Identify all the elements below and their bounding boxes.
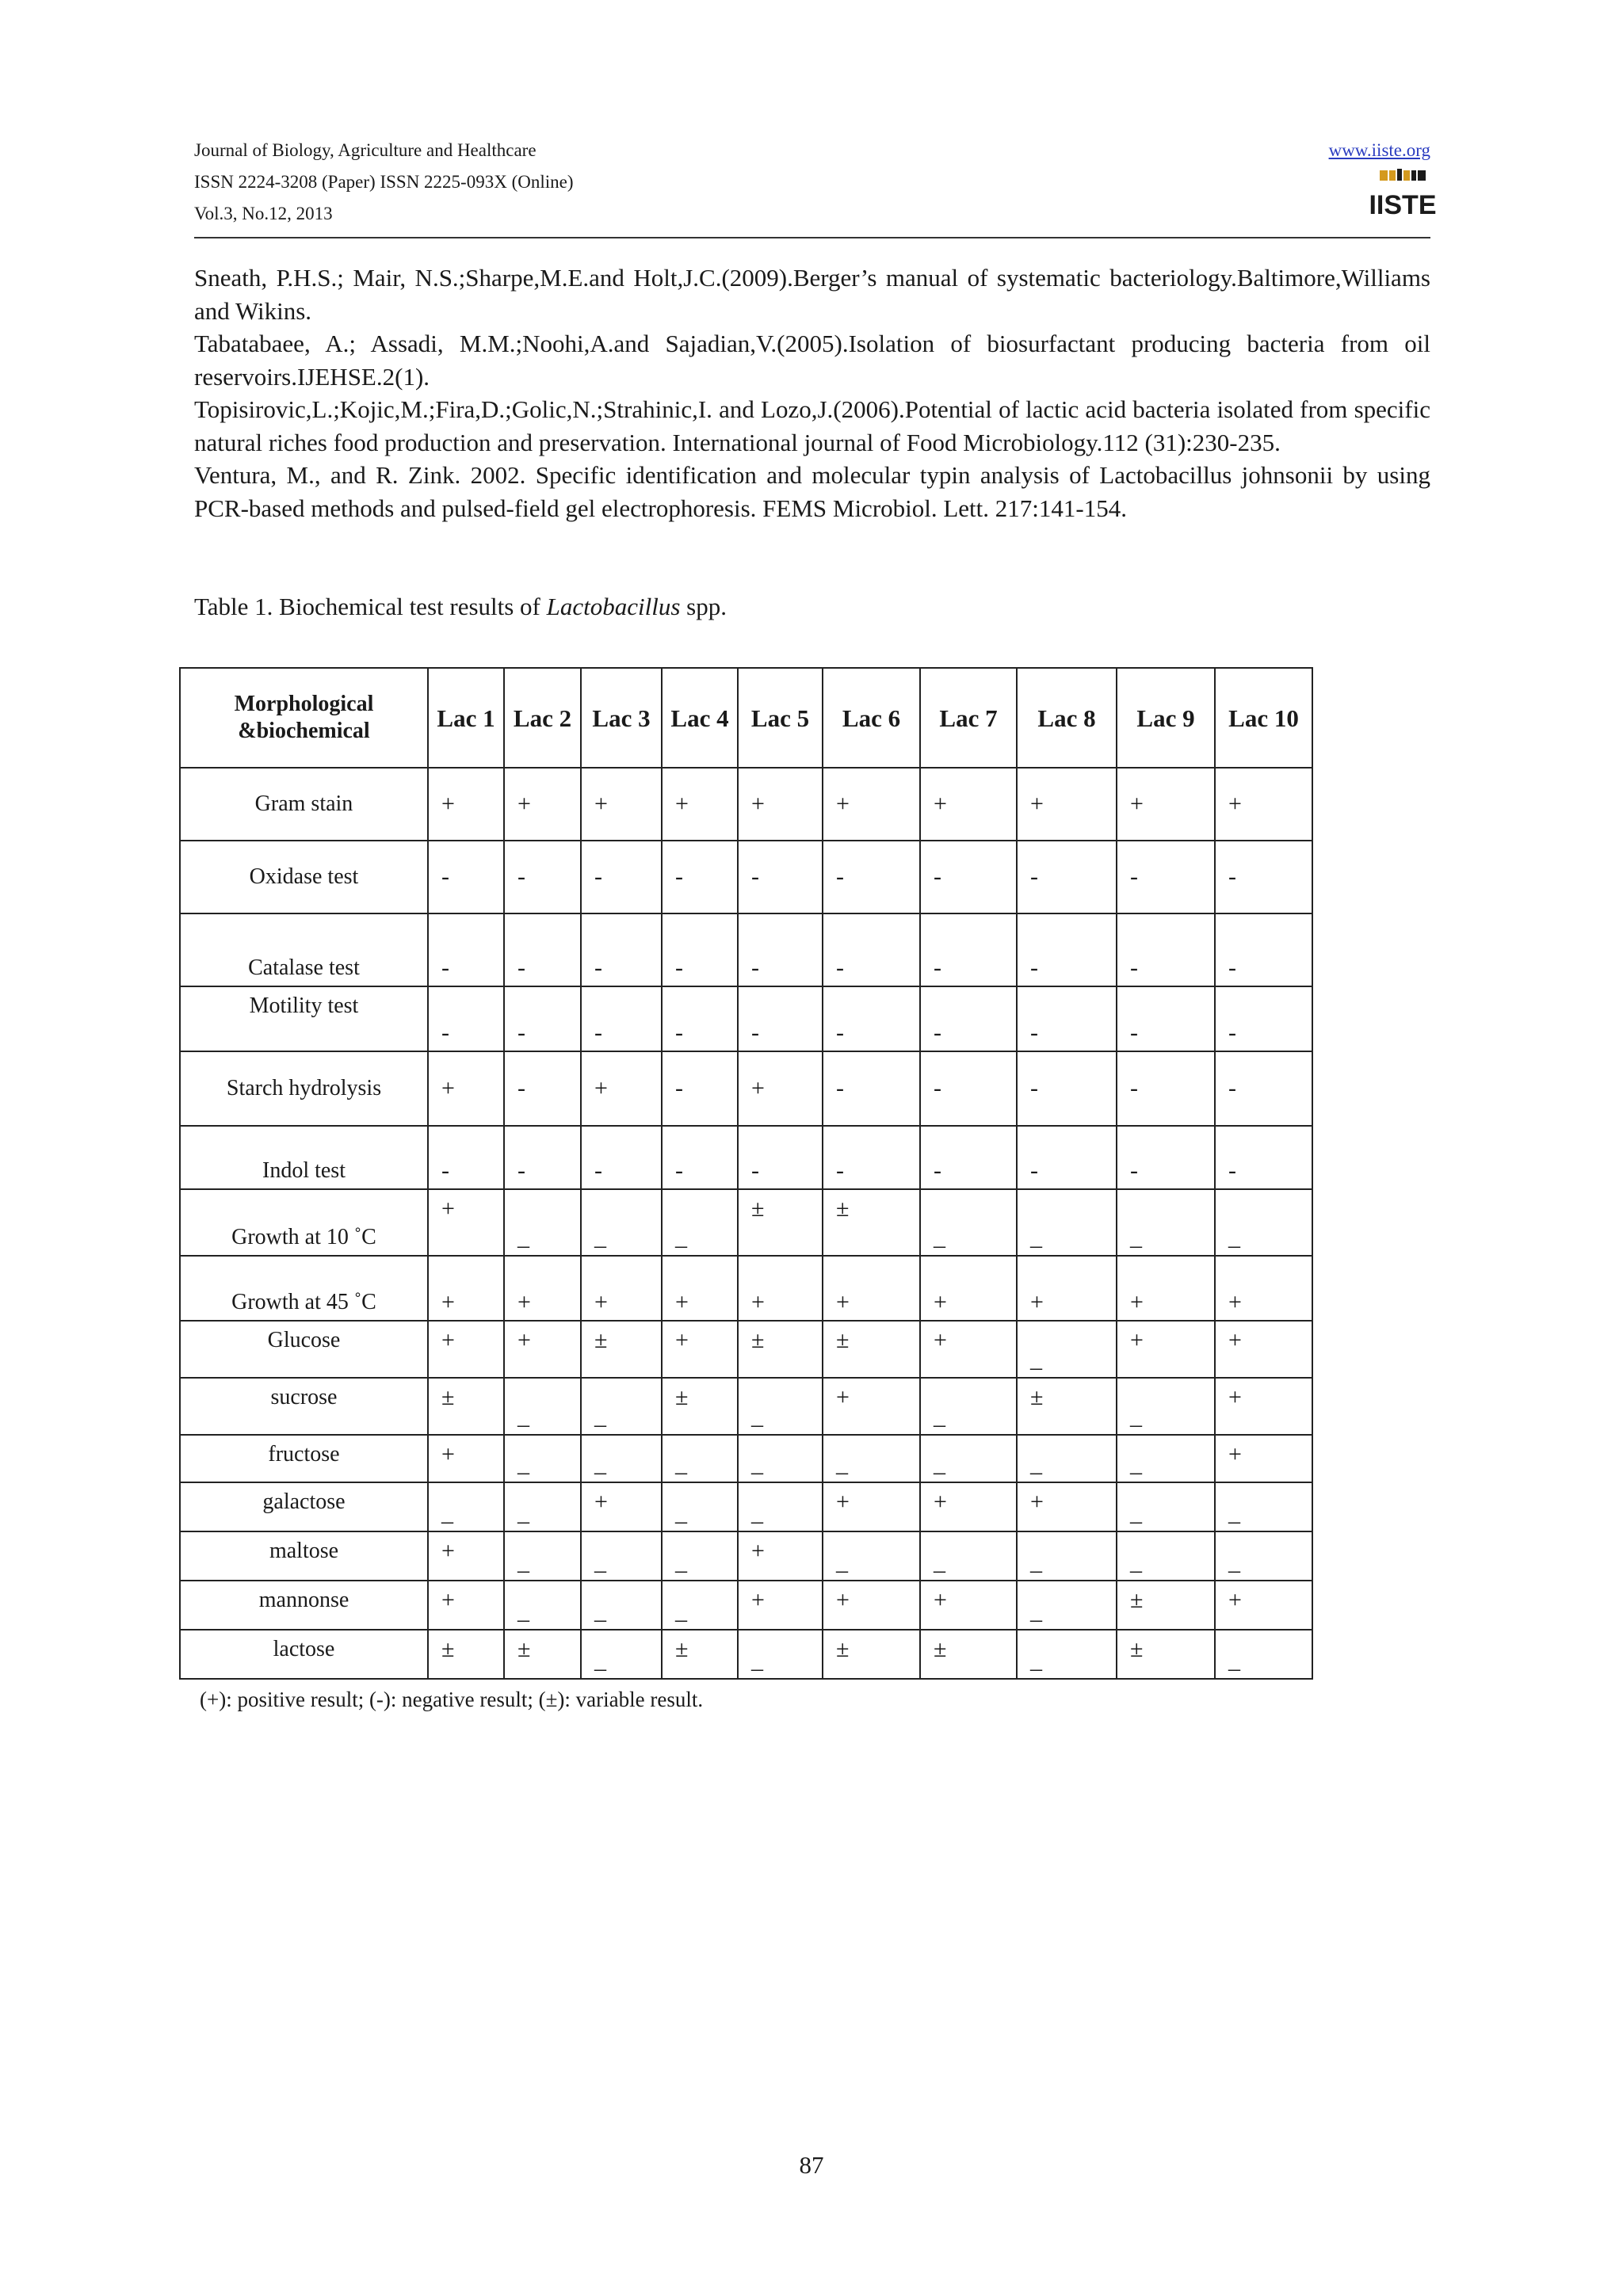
table-cell: + <box>581 1482 662 1531</box>
column-header: Lac 3 <box>581 668 662 768</box>
table-cell: - <box>823 1126 920 1189</box>
table-row <box>180 1051 1312 1126</box>
table-cell: + <box>428 1531 504 1581</box>
table-caption <box>194 590 727 623</box>
table-cell: - <box>662 986 738 1051</box>
row-label: Motility test <box>180 986 428 1051</box>
table-cell: + <box>581 1256 662 1321</box>
row-label: maltose <box>180 1531 428 1581</box>
issn-line: ISSN 2224-3208 (Paper) ISSN 2225-093X (Online) <box>194 172 574 192</box>
reference-item: Topisirovic,L.;Kojic,M.;Fira,D.;Golic,N.;Strahinic,I. and Lozo,J.(2006).Potential of lactic acid bacteria isolated from specific natural riches food production and preservation. International journal of Food Microbiology.112 (31):230-235. <box>194 395 1430 456</box>
table-cell: - <box>581 841 662 913</box>
table-cell: + <box>1215 768 1312 841</box>
row-label: galactose <box>180 1482 428 1531</box>
column-header: Morphological &biochemical <box>180 668 428 768</box>
table-cell: ± <box>1117 1581 1215 1630</box>
table-cell: + <box>738 1256 823 1321</box>
table-cell: ± <box>920 1630 1017 1679</box>
table-cell: - <box>920 1051 1017 1126</box>
table-cell: _ <box>1215 1189 1312 1256</box>
caption-prefix: Table 1. Biochemical test results of <box>194 593 547 620</box>
table-cell: - <box>1017 986 1117 1051</box>
row-label: Indol test <box>180 1126 428 1189</box>
reference-item: Ventura, M., and R. Zink. 2002. Specific identification and molecular typin analysis of Lactobacillus johnsonii by using PCR-based methods and pulsed-field gel electrophoresis. FEMS Microbiol. Lett. 217:141-154. <box>194 461 1430 522</box>
table-cell: - <box>823 913 920 986</box>
table-cell: - <box>662 841 738 913</box>
table-cell: - <box>428 986 504 1051</box>
table-row <box>180 768 1312 841</box>
table-cell: _ <box>504 1189 581 1256</box>
table-cell: - <box>504 1126 581 1189</box>
table-cell: _ <box>662 1531 738 1581</box>
table-cell: _ <box>1017 1321 1117 1378</box>
table-row <box>180 1630 1312 1679</box>
table-cell: + <box>920 1256 1017 1321</box>
table-cell: ± <box>738 1321 823 1378</box>
table-cell: + <box>504 1321 581 1378</box>
caption-genus: Lactobacillus <box>546 593 681 620</box>
table-cell: - <box>1215 913 1312 986</box>
website-link[interactable]: www.iiste.org <box>1328 140 1430 160</box>
table-cell: + <box>1117 1256 1215 1321</box>
table-row <box>180 1378 1312 1435</box>
table-cell: + <box>823 1482 920 1531</box>
table-cell: + <box>1215 1321 1312 1378</box>
column-header: Lac 1 <box>428 668 504 768</box>
table-cell: - <box>1117 986 1215 1051</box>
reference-item: Tabatabaee, A.; Assadi, M.M.;Noohi,A.and Sajadian,V.(2005).Isolation of biosurfactant producing bacteria from oil reservoirs.IJEHSE.2(1). <box>194 330 1430 391</box>
page-number: 87 <box>799 2151 824 2179</box>
table-cell: - <box>1117 1126 1215 1189</box>
table-cell: _ <box>738 1435 823 1482</box>
table-cell: - <box>823 1051 920 1126</box>
table-cell: - <box>428 913 504 986</box>
table-cell: + <box>1017 768 1117 841</box>
table-cell: _ <box>1117 1378 1215 1435</box>
table-cell: _ <box>1117 1482 1215 1531</box>
table-cell: ± <box>1117 1630 1215 1679</box>
table-cell: + <box>581 1051 662 1126</box>
table-cell: + <box>428 1321 504 1378</box>
table-cell: + <box>1215 1378 1312 1435</box>
table-cell: - <box>1017 1051 1117 1126</box>
row-label: Oxidase test <box>180 841 428 913</box>
column-header: Lac 9 <box>1117 668 1215 768</box>
row-label: Glucose <box>180 1321 428 1378</box>
column-header: Lac 6 <box>823 668 920 768</box>
table-cell: _ <box>823 1435 920 1482</box>
table-cell: _ <box>1117 1189 1215 1256</box>
table-cell: - <box>504 913 581 986</box>
journal-name: Journal of Biology, Agriculture and Healthcare <box>194 140 537 160</box>
table-cell: ± <box>662 1630 738 1679</box>
column-header: Lac 5 <box>738 668 823 768</box>
table-cell: + <box>823 1256 920 1321</box>
table-cell: + <box>920 1321 1017 1378</box>
row-label: lactose <box>180 1630 428 1679</box>
table-cell: - <box>1117 1051 1215 1126</box>
table-cell: - <box>738 913 823 986</box>
row-label: Catalase test <box>180 913 428 986</box>
table-cell: _ <box>581 1189 662 1256</box>
table-cell: - <box>1017 913 1117 986</box>
table-row <box>180 1256 1312 1321</box>
table-cell: _ <box>1017 1581 1117 1630</box>
table-cell: - <box>504 1051 581 1126</box>
table-cell: + <box>920 1482 1017 1531</box>
row-label: fructose <box>180 1435 428 1482</box>
table-cell: - <box>504 986 581 1051</box>
header-rule <box>194 237 1430 238</box>
table-row <box>180 1482 1312 1531</box>
table-cell: + <box>1215 1435 1312 1482</box>
table-cell: _ <box>662 1435 738 1482</box>
table-cell: _ <box>1215 1630 1312 1679</box>
table-cell: _ <box>823 1531 920 1581</box>
table-row <box>180 1321 1312 1378</box>
row-label: mannonse <box>180 1581 428 1630</box>
table-cell: - <box>1017 841 1117 913</box>
volume-line: Vol.3, No.12, 2013 <box>194 204 333 223</box>
table-cell: + <box>1017 1482 1117 1531</box>
biochemical-table <box>179 667 1313 1680</box>
table-cell: _ <box>920 1378 1017 1435</box>
table-cell: _ <box>662 1482 738 1531</box>
table-cell: + <box>738 1051 823 1126</box>
table-cell: _ <box>1017 1189 1117 1256</box>
column-header: Lac 7 <box>920 668 1017 768</box>
table-cell: + <box>662 1256 738 1321</box>
table-cell: - <box>1215 841 1312 913</box>
table-cell: _ <box>662 1581 738 1630</box>
table-cell: _ <box>1215 1531 1312 1581</box>
table-cell: ± <box>823 1321 920 1378</box>
table-cell: + <box>428 768 504 841</box>
reference-item: Sneath, P.H.S.; Mair, N.S.;Sharpe,M.E.and Holt,J.C.(2009).Berger’s manual of systematic bacteriology.Baltimore,Williams and Wikins. <box>194 264 1430 325</box>
table-cell: + <box>823 768 920 841</box>
table-cell: _ <box>504 1581 581 1630</box>
table-row <box>180 1435 1312 1482</box>
table-cell: - <box>920 986 1017 1051</box>
table-cell: + <box>662 1321 738 1378</box>
table-cell: + <box>428 1051 504 1126</box>
table-cell: _ <box>738 1482 823 1531</box>
table-cell: _ <box>581 1581 662 1630</box>
table-row <box>180 986 1312 1051</box>
table-row <box>180 841 1312 913</box>
table-cell: _ <box>504 1531 581 1581</box>
table-cell: - <box>581 1126 662 1189</box>
caption-suffix: spp. <box>680 593 727 620</box>
table-cell: _ <box>581 1435 662 1482</box>
table-cell: + <box>1117 768 1215 841</box>
table-cell: + <box>738 1581 823 1630</box>
table-cell: + <box>920 768 1017 841</box>
table-cell: + <box>738 1531 823 1581</box>
table-cell: - <box>1215 1126 1312 1189</box>
column-header: Lac 2 <box>504 668 581 768</box>
table-cell: - <box>662 1051 738 1126</box>
table-cell: _ <box>662 1189 738 1256</box>
table-cell: - <box>920 1126 1017 1189</box>
table-cell: - <box>738 841 823 913</box>
table-cell: ± <box>504 1630 581 1679</box>
table-header-row <box>180 668 1312 768</box>
table-cell: - <box>1117 841 1215 913</box>
row-label: Gram stain <box>180 768 428 841</box>
table-cell: - <box>1117 913 1215 986</box>
table-cell: ± <box>1017 1378 1117 1435</box>
table-cell: - <box>1215 1051 1312 1126</box>
table-cell: + <box>738 768 823 841</box>
table-cell: - <box>823 841 920 913</box>
table-cell: - <box>662 913 738 986</box>
reference-list <box>194 261 1430 524</box>
table-cell: _ <box>428 1482 504 1531</box>
table-row <box>180 1189 1312 1256</box>
table-cell: + <box>504 1256 581 1321</box>
table-cell: + <box>504 768 581 841</box>
table-cell: - <box>1017 1126 1117 1189</box>
table-cell: + <box>428 1256 504 1321</box>
table-cell: _ <box>738 1630 823 1679</box>
table-cell: ± <box>581 1321 662 1378</box>
table-cell: - <box>920 913 1017 986</box>
table-cell: _ <box>1117 1435 1215 1482</box>
logo-text: IISTE <box>1369 190 1437 220</box>
table-cell: _ <box>738 1378 823 1435</box>
table-cell: _ <box>504 1482 581 1531</box>
iiste-logo <box>1369 168 1437 220</box>
table-cell: ± <box>738 1189 823 1256</box>
page-header <box>194 135 1437 238</box>
row-label: sucrose <box>180 1378 428 1435</box>
table-footnote: (+): positive result; (-): negative result; (±): variable result. <box>200 1688 704 1711</box>
table-cell: ± <box>428 1630 504 1679</box>
table-row <box>180 1581 1312 1630</box>
table-cell: - <box>920 841 1017 913</box>
table-cell: - <box>504 841 581 913</box>
table-cell: _ <box>920 1531 1017 1581</box>
table-cell: - <box>662 1126 738 1189</box>
row-label: Growth at 10 ˚C <box>180 1189 428 1256</box>
table-cell: _ <box>504 1435 581 1482</box>
column-header: Lac 4 <box>662 668 738 768</box>
table-cell: + <box>1215 1256 1312 1321</box>
row-label: Starch hydrolysis <box>180 1051 428 1126</box>
table-cell: - <box>428 841 504 913</box>
table-cell: _ <box>1117 1531 1215 1581</box>
table-cell: _ <box>581 1378 662 1435</box>
column-header: Lac 10 <box>1215 668 1312 768</box>
table-cell: ± <box>428 1378 504 1435</box>
table-cell: + <box>581 768 662 841</box>
table-cell: _ <box>581 1531 662 1581</box>
table-row <box>180 913 1312 986</box>
table-cell: _ <box>504 1378 581 1435</box>
table-cell: ± <box>662 1378 738 1435</box>
table-cell: - <box>738 986 823 1051</box>
table-cell: _ <box>1017 1630 1117 1679</box>
table-cell: - <box>738 1126 823 1189</box>
table-cell: - <box>581 913 662 986</box>
column-header: Lac 8 <box>1017 668 1117 768</box>
table-cell: - <box>1215 986 1312 1051</box>
table-cell: + <box>428 1581 504 1630</box>
table-cell: + <box>428 1189 504 1256</box>
row-label: Growth at 45 ˚C <box>180 1256 428 1321</box>
table-row <box>180 1531 1312 1581</box>
table-cell: + <box>428 1435 504 1482</box>
table-cell: + <box>1117 1321 1215 1378</box>
table-cell: _ <box>1215 1482 1312 1531</box>
table-cell: - <box>823 986 920 1051</box>
table-cell: _ <box>1017 1531 1117 1581</box>
table-cell: _ <box>920 1435 1017 1482</box>
table-row <box>180 1126 1312 1189</box>
table-cell: ± <box>823 1630 920 1679</box>
table-cell: + <box>1017 1256 1117 1321</box>
table-cell: _ <box>581 1630 662 1679</box>
table-cell: + <box>920 1581 1017 1630</box>
table-cell: + <box>1215 1581 1312 1630</box>
table-cell: + <box>662 768 738 841</box>
table-cell: _ <box>1017 1435 1117 1482</box>
table-cell: - <box>581 986 662 1051</box>
table-cell: _ <box>920 1189 1017 1256</box>
table-cell: + <box>823 1581 920 1630</box>
table-cell: - <box>428 1126 504 1189</box>
table-cell: ± <box>823 1189 920 1256</box>
table-cell: + <box>823 1378 920 1435</box>
